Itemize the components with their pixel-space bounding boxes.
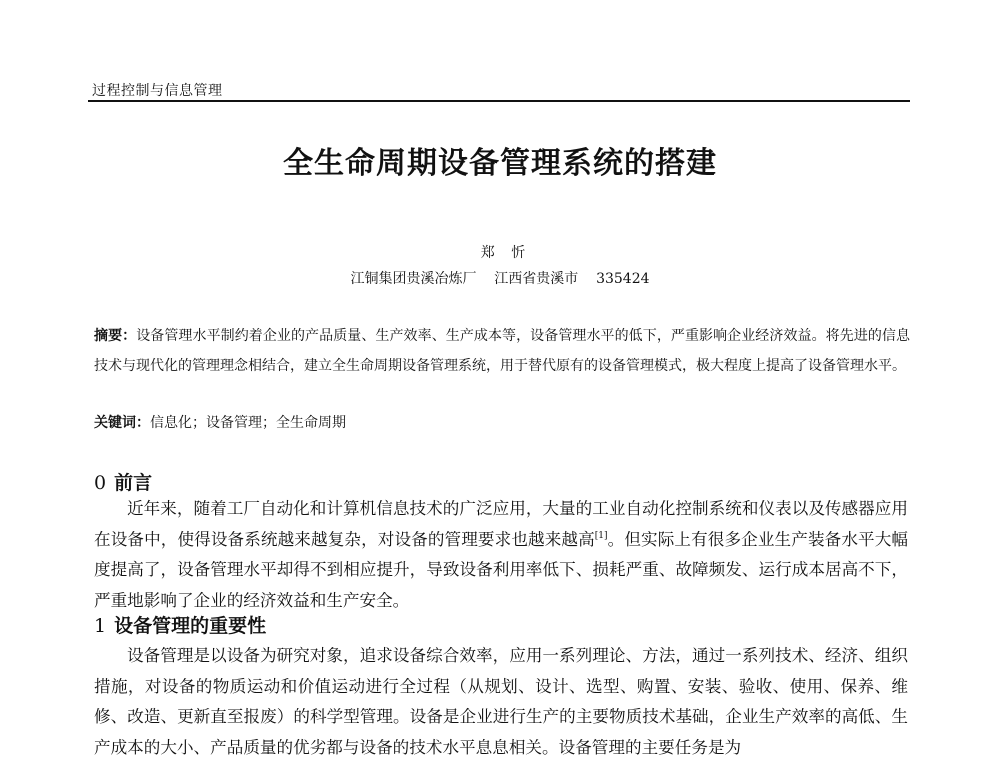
intro-text-before-ref: 近年来，随着工厂自动化和计算机信息技术的广泛应用，大量的工业自动化控制系统和仪表以及传感器应用在设备中，使得设备系统越来越复杂，对设备的管理要求也越来越高 bbox=[94, 499, 908, 549]
reference-marker[interactable]: [1] bbox=[594, 530, 608, 541]
section-title: 设备管理的重要性 bbox=[114, 615, 267, 637]
intro-paragraph bbox=[94, 494, 908, 616]
keywords bbox=[94, 411, 910, 435]
section-heading-intro bbox=[94, 468, 152, 495]
keywords-label: 关键词： bbox=[94, 415, 150, 431]
section-number: 1 bbox=[94, 615, 107, 637]
intro-text-after-ref: 。但实际上有很多企业生产装备水平大幅度提高了，设备管理水平却得不到相应提升，导致设备利用率低下、损耗严重、故障频发、运行成本居高不下，严重地影响了企业的经济效益和生产安全。 bbox=[94, 529, 908, 610]
section-heading-importance bbox=[94, 611, 266, 638]
section-number: 0 bbox=[94, 472, 107, 494]
abstract-text: 设备管理水平制约着企业的产品质量、生产效率、生产成本等，设备管理水平的低下，严重影响企业经济效益。将先进的信息技术与现代化的管理理念相结合，建立全生命周期设备管理系统，用于替代原有的设备管理模式，极大程度上提高了设备管理水平。 bbox=[94, 328, 911, 374]
importance-paragraph: 设备管理是以设备为研究对象，追求设备综合效率，应用一系列理论、方法，通过一系列技术、经济、组织措施，对设备的物质运动和价值运动进行全过程（从规划、设计、选型、购置、安装、验收、使用、保养、维修、改造、更新直至报废）的科学型管理。设备是企业进行生产的主要物质技术基础，企业生产效率的高低、生产成本的大小、产品质量的优劣都与设备的技术水平息息相关。设备管理的主要任务是为 bbox=[94, 646, 908, 757]
abstract-label: 摘要： bbox=[94, 328, 137, 344]
paper-title: 全生命周期设备管理系统的搭建 bbox=[283, 146, 717, 181]
affiliation: 江铜集团贵溪冶炼厂 江西省贵溪市 335424 bbox=[350, 271, 650, 287]
section-title: 前言 bbox=[114, 472, 153, 494]
running-header: 过程控制与信息管理 bbox=[92, 83, 223, 99]
keywords-text: 信息化；设备管理；全生命周期 bbox=[150, 415, 346, 431]
header-rule bbox=[88, 100, 910, 102]
abstract bbox=[94, 321, 910, 381]
author: 郑 忻 bbox=[480, 245, 532, 261]
